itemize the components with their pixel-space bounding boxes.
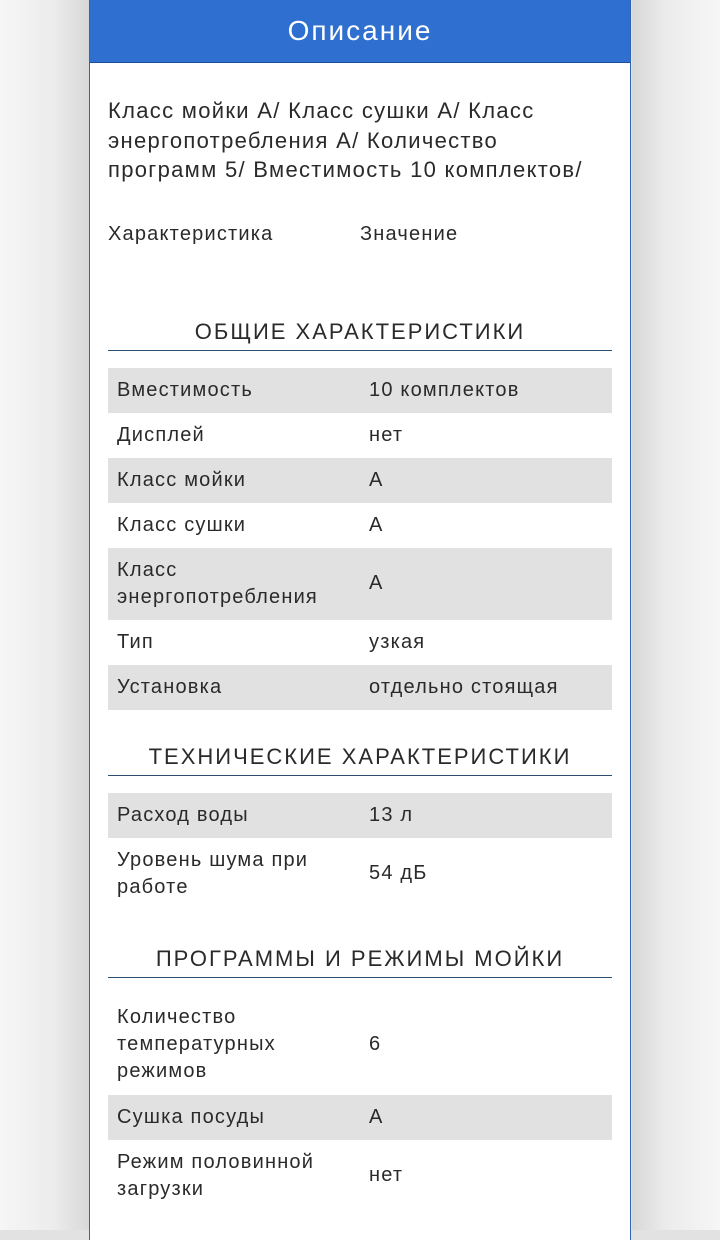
table-row bbox=[108, 458, 612, 503]
short-description: Класс мойки А/ Класс сушки А/ Класс энергопотребления А/ Количество программ 5/ Вместимость 10 комплектов/ bbox=[108, 98, 583, 182]
column-header-name: Характеристика bbox=[108, 223, 274, 245]
spec-value: нет bbox=[369, 1164, 404, 1186]
spec-value: А bbox=[369, 468, 384, 491]
spec-table-technical bbox=[108, 793, 612, 910]
spec-name: Вместимость bbox=[117, 378, 253, 401]
spec-value: 6 bbox=[369, 1033, 382, 1055]
table-row bbox=[108, 368, 612, 413]
table-row bbox=[108, 995, 612, 1095]
description-header bbox=[90, 0, 630, 63]
spec-name: Класс мойки bbox=[117, 468, 247, 491]
spec-name: Режим половинной загрузки bbox=[117, 1150, 315, 1200]
spec-value: 54 дБ bbox=[369, 862, 428, 884]
table-row bbox=[108, 838, 612, 910]
page-margin-left bbox=[0, 0, 90, 1230]
spec-name: Класс сушки bbox=[117, 513, 247, 536]
spec-name: Установка bbox=[117, 675, 223, 698]
table-row bbox=[108, 793, 612, 838]
column-header-value: Значение bbox=[360, 223, 459, 245]
spec-value: А bbox=[369, 1105, 384, 1128]
spec-name: Уровень шума при работе bbox=[117, 848, 309, 898]
spec-table-programs bbox=[108, 995, 612, 1212]
description-title: Описание bbox=[287, 15, 433, 46]
table-row bbox=[108, 548, 612, 620]
spec-name: Тип bbox=[117, 630, 154, 653]
table-row bbox=[108, 620, 612, 665]
description-content bbox=[90, 96, 630, 1212]
spec-value: 10 комплектов bbox=[369, 378, 520, 401]
table-row bbox=[108, 665, 612, 710]
table-row bbox=[108, 503, 612, 548]
spec-name: Сушка посуды bbox=[117, 1105, 266, 1128]
spec-value: нет bbox=[369, 423, 404, 446]
spec-value: А bbox=[369, 572, 384, 594]
section-title-general: ОБЩИЕ ХАРАКТЕРИСТИКИ bbox=[108, 319, 612, 351]
spec-column-headers bbox=[108, 221, 612, 249]
table-row bbox=[108, 1140, 612, 1212]
spec-value: узкая bbox=[369, 630, 426, 653]
spec-table-general bbox=[108, 368, 612, 710]
spec-name: Количество температурных режимов bbox=[117, 1006, 276, 1082]
spec-name: Дисплей bbox=[117, 423, 205, 446]
spec-name: Класс энергопотребления bbox=[117, 558, 318, 608]
spec-name: Расход воды bbox=[117, 803, 249, 826]
table-row bbox=[108, 413, 612, 458]
table-row bbox=[108, 1095, 612, 1140]
spec-value: отдельно стоящая bbox=[369, 675, 559, 698]
page-margin-right bbox=[632, 0, 720, 1230]
spec-value: 13 л bbox=[369, 803, 414, 826]
spec-value: А bbox=[369, 513, 384, 536]
section-title-programs: ПРОГРАММЫ И РЕЖИМЫ МОЙКИ bbox=[108, 946, 612, 978]
description-card bbox=[89, 0, 631, 1240]
section-title-technical: ТЕХНИЧЕСКИЕ ХАРАКТЕРИСТИКИ bbox=[108, 744, 612, 776]
